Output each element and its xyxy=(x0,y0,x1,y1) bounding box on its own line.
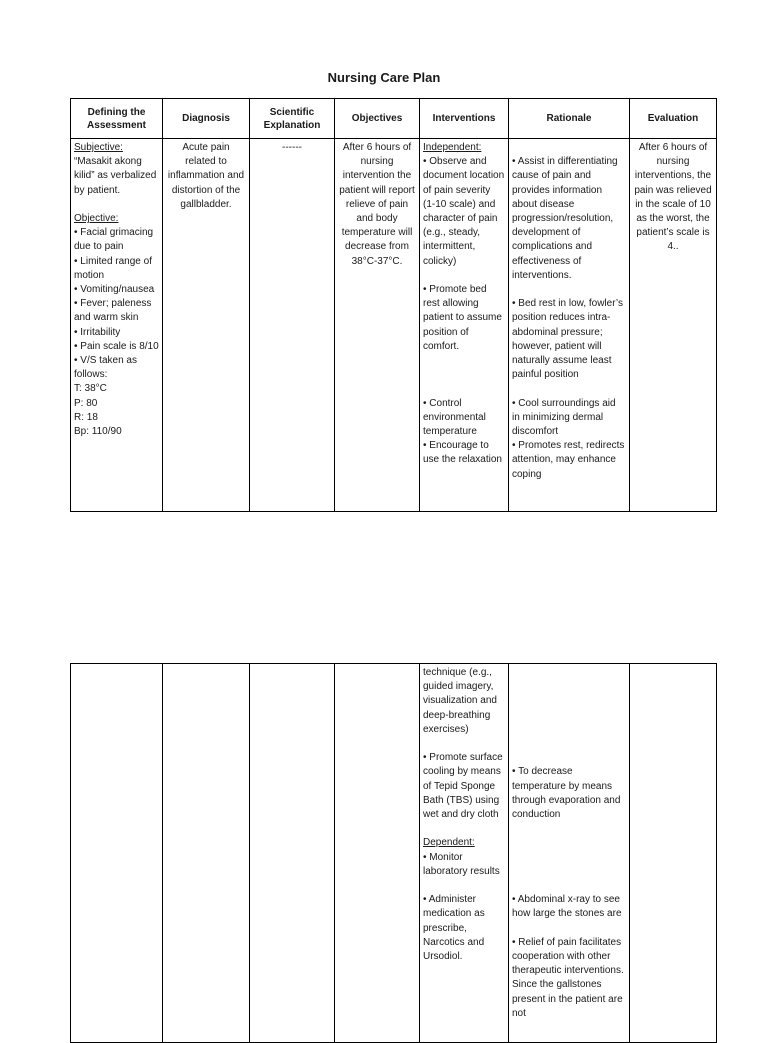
interventions-cell xyxy=(420,664,509,1043)
dependent-label: Dependent: xyxy=(423,837,475,849)
diagnosis-cell: Acute pain related to inflammation and distortion of the gallbladder. xyxy=(163,139,250,512)
subjective-label: Subjective: xyxy=(74,142,123,153)
scientific-explanation-cell: ------ xyxy=(250,139,335,512)
rationale-item: • Promotes rest, redirects attention, may enhance coping xyxy=(512,440,625,480)
objectives-cell: After 6 hours of nursing intervention the patient will report relieve of pain and body temperature will decrease from 38°C-37°C. xyxy=(335,139,420,512)
intervention-continued: technique (e.g., guided imagery, visualization and deep-breathing exercises) xyxy=(423,667,497,735)
independent-label: Independent: xyxy=(423,142,482,153)
diagnosis-cell xyxy=(163,664,250,1043)
header-objectives: Objectives xyxy=(335,99,420,139)
intervention-item: • Promote bed rest allowing patient to assume position of comfort. xyxy=(423,284,502,352)
scientific-explanation-cell xyxy=(250,664,335,1043)
header-assessment: Defining the Assessment xyxy=(71,99,163,139)
objective-label: Objective: xyxy=(74,213,119,224)
header-diagnosis: Diagnosis xyxy=(163,99,250,139)
intervention-item: • Administer medication as prescribe, Narcotics and Ursodiol. xyxy=(423,894,485,963)
objectives-cell xyxy=(335,664,420,1043)
rationale-item: • Bed rest in low, fowler’s position reduces intra-abdominal pressure; however, patient will naturally assume least painful position xyxy=(512,298,623,381)
assessment-cell xyxy=(71,664,163,1043)
vital-sign: Bp: 110/90 xyxy=(74,426,122,438)
objective-item: • Irritability xyxy=(74,326,121,338)
vital-sign: T: 38°C xyxy=(74,383,107,395)
objective-item: • Pain scale is 8/10 xyxy=(74,340,159,352)
objective-item: • Fever; paleness and warm skin xyxy=(74,298,152,324)
table-row xyxy=(71,139,717,512)
care-plan-table-page-2 xyxy=(70,663,717,1043)
care-plan-table-page-1 xyxy=(70,98,717,512)
rationale-item: • Cool surroundings aid in minimizing dermal discomfort xyxy=(512,397,616,438)
header-evaluation: Evaluation xyxy=(630,99,717,139)
evaluation-cell xyxy=(630,664,717,1043)
rationale-cell xyxy=(509,664,630,1043)
intervention-item: • Monitor laboratory results xyxy=(423,851,500,877)
subjective-text: “Masakit akong kilid” as verbalized by patient. xyxy=(74,156,157,196)
evaluation-cell: After 6 hours of nursing interventions, the pain was relieved in the scale of 10 as the worst, the patient’s scale is 4.. xyxy=(630,139,717,512)
rationale-item: • Assist in differentiating cause of pain and provides information about disease progression/resolution, development of complications and effectiveness of interventions. xyxy=(512,156,618,281)
table-row xyxy=(71,664,717,1043)
interventions-cell xyxy=(420,139,509,512)
objective-item: • Facial grimacing due to pain xyxy=(74,227,154,253)
intervention-item: • Encourage to use the relaxation xyxy=(423,440,502,466)
header-rationale: Rationale xyxy=(509,99,630,139)
intervention-item: • Promote surface cooling by means of Tepid Sponge Bath (TBS) using wet and dry cloth xyxy=(423,752,503,821)
header-row xyxy=(71,99,717,139)
vital-sign: P: 80 xyxy=(74,397,98,409)
objective-item: • Vomiting/nausea xyxy=(74,284,155,296)
assessment-cell xyxy=(71,139,163,512)
rationale-item: • Abdominal x-ray to see how large the stones are xyxy=(512,894,622,920)
header-scientific-explanation: Scientific Explanation xyxy=(250,99,335,139)
vital-sign: R: 18 xyxy=(74,411,98,423)
header-interventions: Interventions xyxy=(420,99,509,139)
rationale-item: • Relief of pain facilitates cooperation with other therapeutic interventions. Since the gallstones present in the patient are not xyxy=(512,936,624,1019)
objective-item: • V/S taken as follows: xyxy=(74,355,137,381)
rationale-cell xyxy=(509,139,630,512)
intervention-item: • Control environmental temperature xyxy=(423,397,486,438)
rationale-item: • To decrease temperature by means through evaporation and conduction xyxy=(512,766,621,820)
intervention-item: • Observe and document location of pain severity (1-10 scale) and character of pain (e.g., steady, intermittent, colicky) xyxy=(423,156,505,267)
objective-item: • Limited range of motion xyxy=(74,255,152,281)
page-title: Nursing Care Plan xyxy=(327,70,441,85)
